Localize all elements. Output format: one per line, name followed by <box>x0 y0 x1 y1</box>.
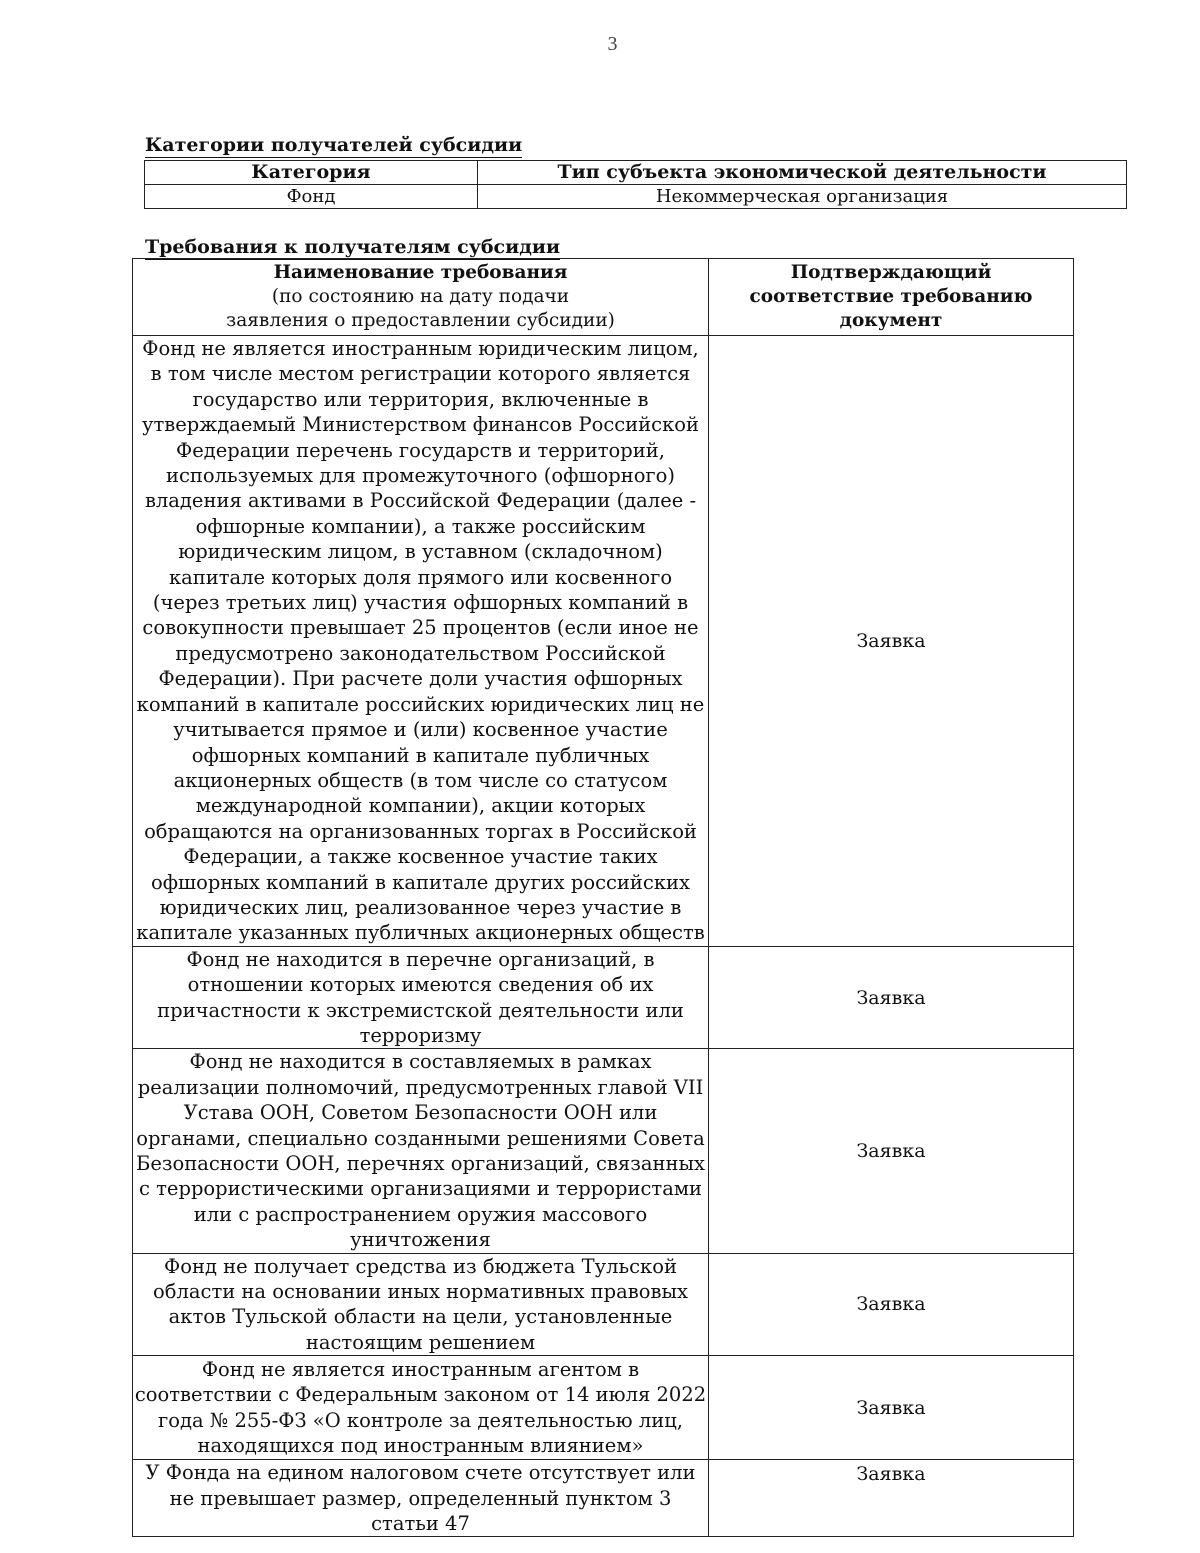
page-number: 3 <box>607 33 618 55</box>
table-row <box>133 336 1074 947</box>
document-cell: Заявка <box>709 1356 1074 1460</box>
requirements-title: Требования к получателям субсидии <box>145 236 561 258</box>
header-requirement-sub-1: (по состоянию на дату подачи <box>271 286 570 307</box>
table-header-row <box>133 259 1074 336</box>
categories-title: Категории получателей субсидии <box>145 134 523 156</box>
table-row <box>133 1356 1074 1460</box>
cell-entity-type: Некоммерческая организация <box>478 185 1127 209</box>
document-cell: Заявка <box>709 1253 1074 1356</box>
categories-table <box>144 160 1127 209</box>
document-cell: Заявка <box>709 336 1074 947</box>
header-entity-type: Тип субъекта экономической деятельности <box>478 161 1127 185</box>
document-cell: Заявка <box>709 1049 1074 1253</box>
requirement-text: У Фонда на едином налоговом счете отсутствует или не превышает размер, определенный пунктом 3 статьи 47 <box>133 1460 709 1537</box>
header-requirement-bold: Наименование требования <box>273 262 568 283</box>
document-cell: Заявка <box>709 1460 1074 1537</box>
header-category: Категория <box>145 161 478 185</box>
table-row <box>133 1253 1074 1356</box>
requirement-text: Фонд не является иностранным агентом в соответствии с Федеральным законом от 14 июля 2022 года № 255-ФЗ «О контроле за деятельностью лиц, находящихся под иностранным влиянием» <box>133 1356 709 1460</box>
requirement-text: Фонд не находится в составляемых в рамках реализации полномочий, предусмотренных главой VII Устава ООН, Советом Безопасности ООН или органами, специально созданными решениями Совета Безопасности ООН, перечнях организаций, связанных с террористическими организациями и террористами или с распространением оружия массового уничтожения <box>133 1049 709 1253</box>
document-cell: Заявка <box>709 946 1074 1049</box>
requirement-text: Фонд не является иностранным юридическим лицом, в том числе местом регистрации которого является государство или территория, включенные в утверждаемый Министерством финансов Российской Федерации перечень государств и территорий, используемых для промежуточного (офшорного) владения активами в Российской Федерации (далее - офшорные компании), а также российским юридическим лицом, в уставном (складочном) капитале которых доля прямого или косвенного (через третьих лиц) участия офшорных компаний в совокупности превышает 25 процентов (если иное не предусмотрено законодательством Российской Федерации). При расчете доли участия офшорных компаний в капитале российских юридических лиц не учитывается прямое и (или) косвенное участие офшорных компаний в капитале публичных акционерных обществ (в том числе со статусом международной компании), акции которых обращаются на организованных торгах в Российской Федерации, а также косвенное участие таких офшорных компаний в капитале других российских юридических лиц, реализованное через участие в капитале указанных публичных акционерных обществ <box>133 336 709 947</box>
table-header-row <box>145 161 1127 185</box>
table-row <box>133 946 1074 1049</box>
cell-category: Фонд <box>145 185 478 209</box>
requirement-text: Фонд не находится в перечне организаций, в отношении которых имеются сведения об их причастности к экстремистской деятельности или терроризму <box>133 946 709 1049</box>
header-confirming-document: Подтверждающий соответствие требованию документ <box>709 259 1074 336</box>
requirements-table <box>132 258 1074 1537</box>
header-requirement-sub-2: заявления о предоставлении субсидии) <box>226 310 615 331</box>
table-row <box>145 185 1127 209</box>
header-requirement-name <box>133 259 709 336</box>
requirement-text: Фонд не получает средства из бюджета Тульской области на основании иных нормативных правовых актов Тульской области на цели, установленные настоящим решением <box>133 1253 709 1356</box>
table-row <box>133 1460 1074 1537</box>
table-row <box>133 1049 1074 1253</box>
